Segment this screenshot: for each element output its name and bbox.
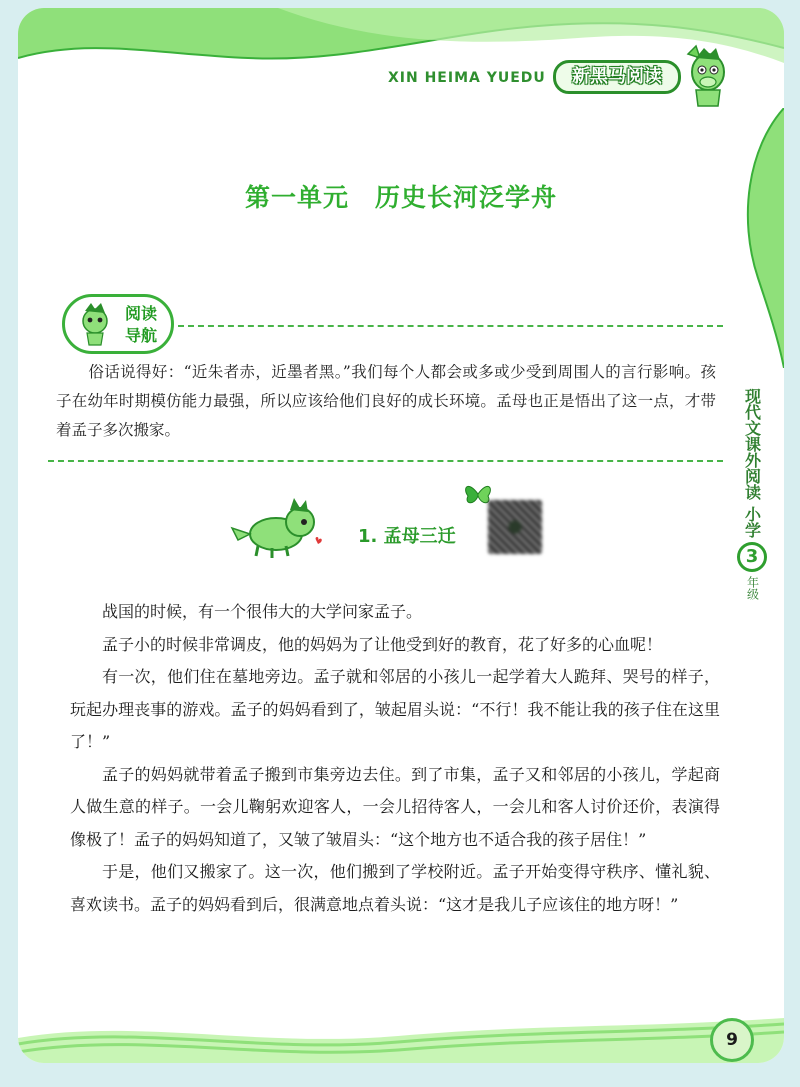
lesson-title: 1. 孟母三迁 (358, 526, 456, 547)
reading-guide-badge (62, 294, 174, 354)
story-paragraph: 孟子的妈妈就带着孟子搬到市集旁边去住。到了市集，孟子又和邻居的小孩儿，学起商人做生意的样子。一会儿鞠躬欢迎客人，一会儿招待客人，一会儿和客人讨价还价，表演得像极了！孟子的妈妈知道了，又皱了皱眉头：“这个地方也不适合我的孩子居住！” (70, 764, 720, 849)
story-paragraph: 战国的时候，有一个很伟大的大学问家孟子。 (102, 602, 423, 621)
reading-guide-label-line2: 导航 (125, 326, 158, 345)
side-series-label: 现代文课外阅读 (742, 388, 762, 500)
reading-guide-paragraph: 俗话说得好：“近朱者赤，近墨者黑。”我们每个人都会或多或少受到周围人的言行影响。孩子在幼年时期模仿能力最强，所以应该给他们良好的成长环境。孟母也正是悟出了这一点，才带着孟子多次搬家。 (56, 363, 716, 439)
side-curve-decoration (718, 108, 784, 368)
reading-guide-label (125, 303, 175, 347)
story-body (70, 596, 720, 921)
grade-number-badge: 3 (737, 542, 767, 572)
side-tab (736, 388, 768, 600)
story-paragraph: 有一次，他们住在墓地旁边。孟子就和邻居的小孩儿一起学着大人跪拜、哭号的样子，玩起办理丧事的游戏。孟子的妈妈看到了，皱起眉头说：“不行！我不能让我的孩子住在这里了！” (70, 667, 720, 751)
footer-wave-decoration (18, 998, 784, 1063)
series-latin-title: XIN HEIMA YUEDU (388, 70, 546, 86)
mascot-reading-icon (73, 303, 121, 347)
dragon-mascot-icon (228, 498, 328, 560)
story-paragraph: 孟子小的时候非常调皮，他的妈妈为了让他受到好的教育，花了好多的心血呢！ (102, 634, 663, 654)
book-page (18, 8, 784, 1063)
reading-guide-label-line1: 阅读 (125, 304, 158, 323)
page-number: 9 (710, 1018, 754, 1062)
divider-top (178, 325, 723, 327)
reading-guide-text (56, 358, 716, 445)
side-level-label: 小学 (742, 506, 762, 538)
divider-bottom (48, 460, 723, 462)
qr-code[interactable] (488, 500, 542, 554)
story-paragraph: 于是，他们又搬家了。这一次，他们搬到了学校附近。孟子开始变得守秩序、懂礼貌、喜欢读书。孟子的妈妈看到后，很满意地点着头说：“这才是我儿子应该住的地方呀！” (70, 862, 720, 914)
grade-suffix-label: 年级 (745, 576, 760, 600)
horse-mascot-icon (682, 44, 730, 108)
unit-title: 第一单元 历史长河泛学舟 (244, 183, 557, 212)
brand-logo: 新黑马阅读 (553, 60, 681, 94)
